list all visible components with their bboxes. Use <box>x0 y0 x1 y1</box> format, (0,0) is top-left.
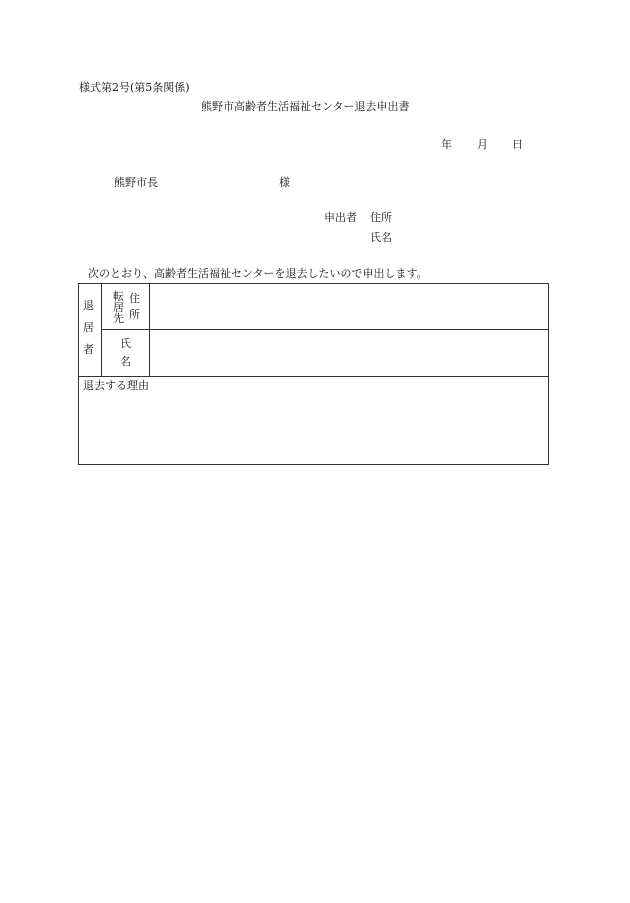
reason-field[interactable] <box>79 395 548 464</box>
applicant-name-label: 氏名 <box>370 231 392 244</box>
addressee-honorific: 様 <box>279 176 290 189</box>
date-day-label: 日 <box>512 138 523 151</box>
form-number: 様式第2号(第5条関係) <box>79 81 190 94</box>
occupant-label: 退 居 者 <box>83 299 94 356</box>
statement-text: 次のとおり、高齢者生活福祉センターを退去したいので申出します。 <box>88 267 428 280</box>
table-border-right <box>548 283 549 465</box>
destination-address-field[interactable] <box>150 284 548 329</box>
occupant-name-field[interactable] <box>150 330 548 376</box>
withdrawal-form-table <box>78 283 549 465</box>
address-label: 住 所 <box>129 292 140 321</box>
date-month-label: 月 <box>477 138 488 151</box>
table-border-bottom <box>78 464 549 465</box>
applicant-label: 申出者 <box>324 211 357 224</box>
addressee-name: 熊野市長 <box>114 176 158 189</box>
date-year-label: 年 <box>441 138 452 151</box>
name-label: 氏 名 <box>120 337 131 368</box>
document-title: 熊野市高齢者生活福祉センター退去申出書 <box>201 100 410 113</box>
destination-label: 転 居 先 <box>113 290 124 325</box>
table-divider-h2 <box>78 376 549 377</box>
applicant-address-label: 住所 <box>370 211 392 224</box>
reason-label: 退去する理由 <box>83 379 149 392</box>
